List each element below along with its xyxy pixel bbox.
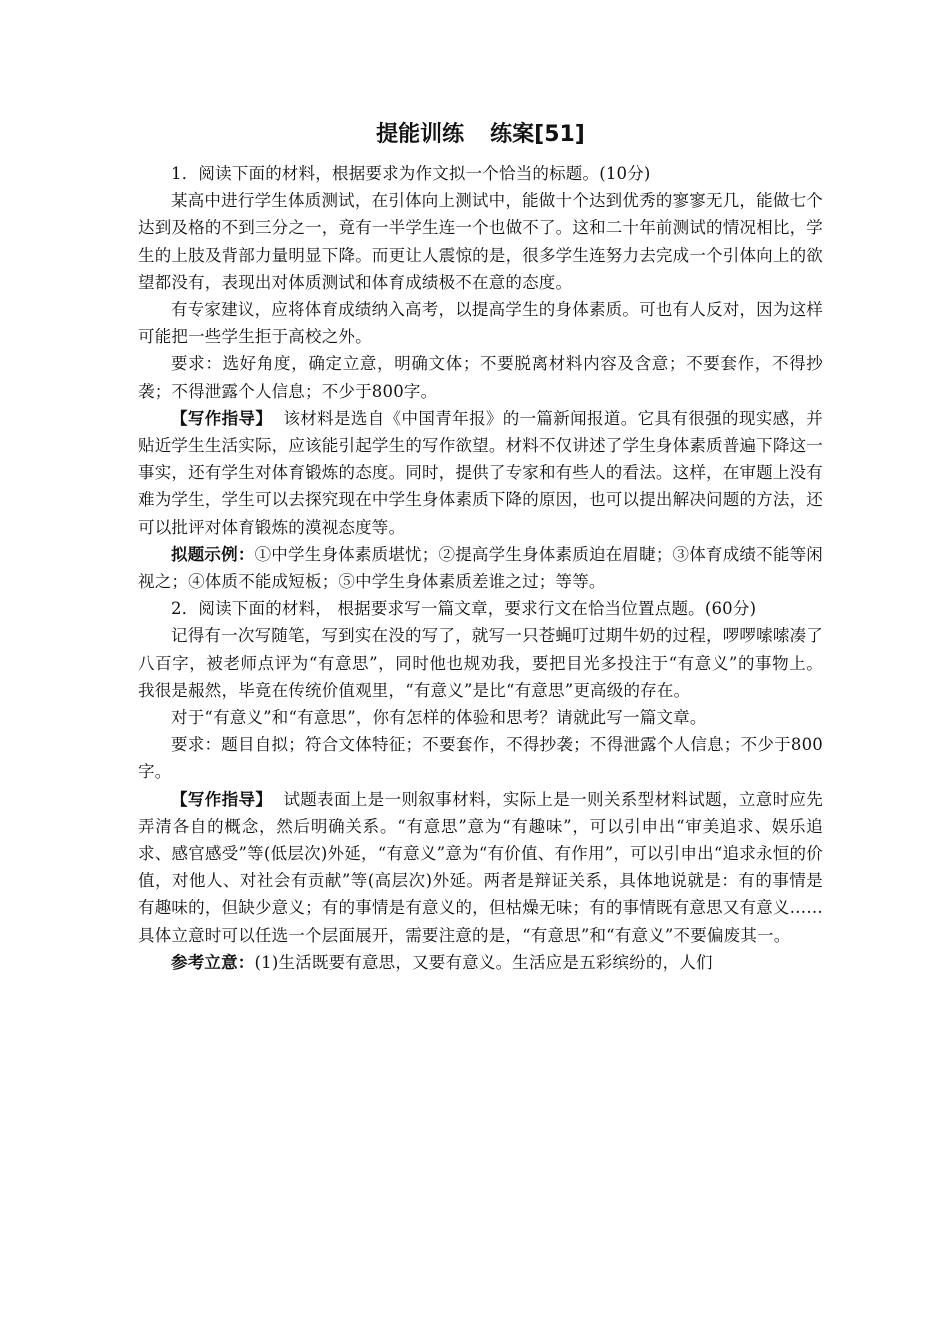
q2-material-paragraph-2: 对于“有意义”和“有意思”，你有怎样的体验和思考？请就此写一篇文章。: [171, 708, 707, 728]
title-main: 提能训练: [376, 122, 465, 147]
q2-reference-text: (1)生活既要有意思，又要有意义。生活应是五彩缤纷的，人们: [254, 952, 713, 972]
q2-requirement: 要求：题目自拟；符合文体特征；不要套作，不得抄袭；不得泄露个人信息；不少于800字。: [138, 735, 823, 782]
q2-stem: 2．阅读下面的材料， 根据要求写一篇文章，要求行文在恰当位置点题。(60分): [171, 599, 757, 619]
q1-example-label: 拟题示例：: [171, 544, 255, 564]
page-title: [138, 118, 823, 152]
title-sub: 练案[51]: [490, 122, 585, 147]
q1-stem: 1．阅读下面的材料，根据要求为作文拟一个恰当的标题。(10分): [171, 164, 651, 183]
q1-requirement: 要求：选好角度，确定立意，明确文体；不要脱离材料内容及含意；不要套作，不得抄袭；不得泄露个人信息；不少于800字。: [138, 354, 823, 401]
q2-reference-idea: [138, 949, 823, 976]
document-page: [138, 118, 823, 976]
q1-guide-text: 该材料是选自《中国青年报》的一篇新闻报道。它具有很强的现实感，并贴近学生生活实际，应该能引起学生的写作欲望。材料不仅讲述了学生身体素质普遍下降这一事实，还有学生对体育锻炼的态度。同时，提供了专家和有些人的看法。这样，在审题上没有难为学生，学生可以去探究现在中学生身体素质下降的原因，也可以提出解决问题的方法，还可以批评对体育锻炼的漠视态度等。: [138, 408, 824, 537]
q1-title-examples: [138, 541, 823, 595]
q1-material-paragraph-2: 有专家建议，应将体育成绩纳入高考，以提高学生的身体素质。可也有人反对，因为这样可能把一些学生拒于高校之外。: [138, 300, 823, 347]
q2-material-paragraph-1: 记得有一次写随笔，写到实在没的写了，就写一只苍蝇叮过期牛奶的过程，啰啰嗦嗦凑了八百字，被老师点评为“有意思”，同时他也规劝我，要把目光多投注于“有意义”的事物上。我很是赧然，毕竟在传统价值观里，“有意义”是比“有意思”更高级的存在。: [138, 626, 823, 700]
q2-writing-guide: [138, 786, 823, 949]
q1-guide-label: 【写作指导】: [171, 408, 273, 428]
q2-reference-label: 参考立意：: [171, 952, 255, 972]
q1-example-text: ①中学生身体素质堪忧；②提高学生身体素质迫在眉睫；③体育成绩不能等闲视之；④体质不能成短板；⑤中学生身体素质差谁之过；等等。: [138, 544, 823, 592]
q2-guide-label: 【写作指导】: [171, 789, 273, 809]
q1-material-paragraph-1: 某高中进行学生体质测试，在引体向上测试中，能做十个达到优秀的寥寥无几，能做七个达到及格的不到三分之一，竟有一半学生连一个也做不了。这和二十年前测试的情况相比，学生的上肢及背部力量明显下降。而更让人震惊的是，很多学生连努力去完成一个引体向上的欲望都没有，表现出对体质测试和体育成绩极不在意的态度。: [138, 191, 823, 292]
q2-guide-text: 试题表面上是一则叙事材料，实际上是一则关系型材料试题，立意时应先弄清各自的概念，然后明确关系。“有意思”意为“有趣味”，可以引申出“审美追求、娱乐追求、感官感受”等(低层次)外延，“有意义”意为“有价值、有作用”，可以引申出“追求永恒的价值，对他人、对社会有贡献”等(高层次)外延。两者是辩证关系，具体地说就是：有的事情是有趣味的，但缺少意义；有的事情是有意义的，但枯燥无味；有的事情既有意思又有意义……具体立意时可以任选一个层面展开，需要注意的是，“有意思”和“有意义”不要偏废其一。: [138, 789, 824, 945]
q1-writing-guide: [138, 405, 823, 541]
